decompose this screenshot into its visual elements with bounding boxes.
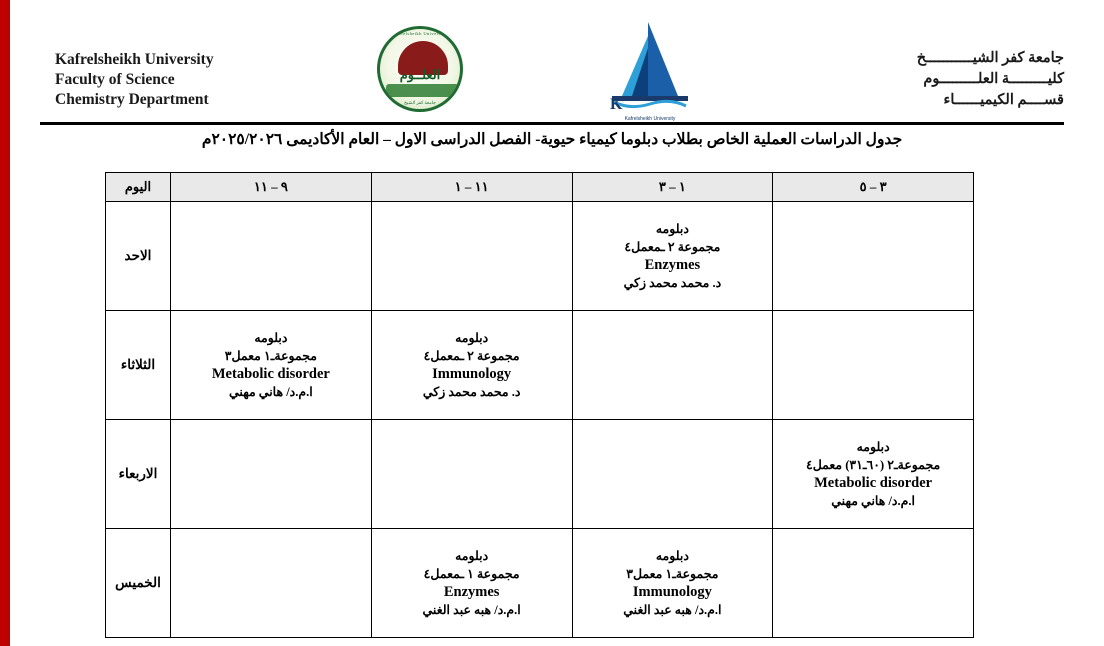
faculty-logo-caption: Kafrelsheikh University (624, 116, 676, 122)
cell-line-program: دبلومه (655, 222, 689, 236)
cell-line-subject: Metabolic disorder (814, 475, 933, 491)
row-day-label: الاربعاء (106, 420, 171, 529)
cell-line-program: دبلومه (254, 331, 288, 345)
cell-thursday-11-1 (371, 529, 572, 638)
column-header-3-5: ٣ – ٥ (773, 173, 974, 202)
kafrelsheikh-university-seal-icon (375, 26, 463, 118)
cell-sunday-11-1 (371, 202, 572, 311)
header-arabic-line-1: جامعة كفر الشيـــــــــــخ (916, 50, 1064, 66)
header-arabic-line-3: قســــم الكيميــــــاء (943, 92, 1064, 108)
cell-line-subject: Immunology (432, 366, 512, 382)
cell-wednesday-1-3 (572, 420, 773, 529)
cell-line-instructor: ا.م.د/ هاني مهني (831, 494, 915, 508)
cell-line-instructor: د. محمد محمد زكي (422, 385, 521, 399)
cell-line-group: مجموعةـ١ معمل٣ (626, 567, 719, 581)
cell-line-group: مجموعة ٢ ـمعمل٤ (624, 240, 721, 254)
seal-bottom-text: جامعة كفر الشيخ (404, 100, 436, 105)
header-english-line-3: Chemistry Department (55, 91, 209, 108)
cell-line-group: مجموعةـ١ معمل٣ (224, 349, 317, 363)
table-row (106, 420, 974, 529)
seal-green-band (386, 84, 460, 97)
schedule-table (105, 172, 974, 638)
cell-tuesday-11-1 (371, 311, 572, 420)
header-english-line-2: Faculty of Science (55, 71, 175, 88)
row-day-label: الاحد (106, 202, 171, 311)
cell-line-program: دبلومه (455, 549, 489, 563)
cell-line-instructor: ا.م.د/ هاني مهني (229, 385, 313, 399)
cell-line-program: دبلومه (455, 331, 489, 345)
cell-line-program: دبلومه (655, 549, 689, 563)
cell-tuesday-1-3 (572, 311, 773, 420)
cell-line-group: مجموعة ٢ ـمعمل٤ (423, 349, 520, 363)
cell-line-subject: Metabolic disorder (211, 366, 330, 382)
table-row (106, 311, 974, 420)
seal-arabic-word: العلــوم (399, 67, 441, 82)
cell-wednesday-3-5 (773, 420, 974, 529)
cell-sunday-9-11 (171, 202, 372, 311)
cell-line-instructor: ا.م.د/ هبه عبد الغني (623, 603, 722, 617)
cell-line-group: مجموعة ١ ـمعمل٤ (423, 567, 520, 581)
cell-tuesday-9-11 (171, 311, 372, 420)
column-header-1-3: ١ – ٣ (572, 173, 773, 202)
faculty-of-science-logo-icon (600, 18, 700, 122)
row-day-label: الخميس (106, 529, 171, 638)
row-day-label: الثلاثاء (106, 311, 171, 420)
table-row (106, 202, 974, 311)
header-english-block (55, 50, 214, 110)
cell-line-subject: Immunology (632, 584, 712, 600)
header-english-line-1: Kafrelsheikh University (55, 51, 214, 68)
cell-thursday-9-11 (171, 529, 372, 638)
left-margin-bar (0, 0, 10, 646)
column-header-11-1: ١١ – ١ (371, 173, 572, 202)
column-header-9-11: ٩ – ١١ (171, 173, 372, 202)
cell-sunday-3-5 (773, 202, 974, 311)
faculty-logo-letter: K (610, 96, 623, 113)
table-header-row (106, 173, 974, 202)
cell-line-subject: Enzymes (644, 257, 701, 273)
header-arabic-line-2: كليـــــــــة العلـــــــــوم (923, 71, 1064, 87)
cell-line-instructor: د. محمد محمد زكي (623, 276, 722, 290)
cell-line-program: دبلومه (856, 440, 890, 454)
cell-wednesday-9-11 (171, 420, 372, 529)
seal-top-text: Kafrelsheikh University (393, 31, 447, 36)
cell-line-instructor: ا.م.د/ هبه عبد الغني (422, 603, 521, 617)
column-header-day: اليوم (106, 173, 171, 202)
cell-line-group: مجموعةـ٢ (٦٠ـ٣١) معمل٤ (805, 458, 941, 472)
cell-wednesday-11-1 (371, 420, 572, 529)
cell-line-subject: Enzymes (443, 584, 500, 600)
table-row (106, 529, 974, 638)
cell-sunday-1-3 (572, 202, 773, 311)
page-title: جدول الدراسات العملية الخاص بطلاب دبلوما كيمياء حيوية- الفصل الدراسى الاول – العام الأكاديمى ٢٠٢٥/٢٠٢٦م (201, 131, 903, 148)
header-arabic-block (917, 48, 1064, 111)
cell-thursday-3-5 (773, 529, 974, 638)
document-header (40, 10, 1064, 120)
header-divider (40, 122, 1064, 125)
cell-thursday-1-3 (572, 529, 773, 638)
cell-tuesday-3-5 (773, 311, 974, 420)
